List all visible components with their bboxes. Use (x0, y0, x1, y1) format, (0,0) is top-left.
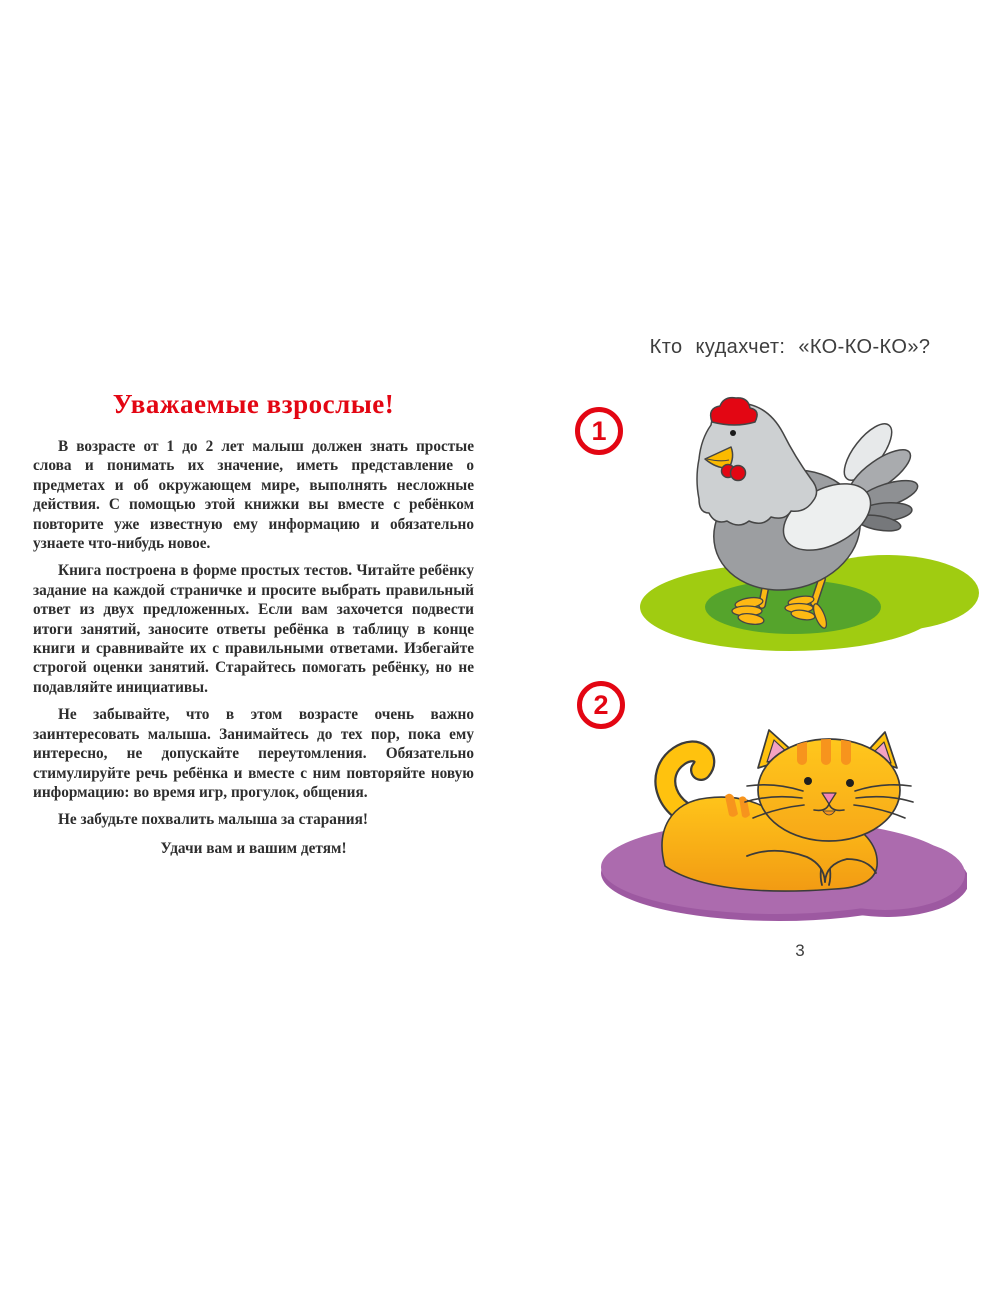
intro-paragraph: В возрасте от 1 до 2 лет малыш должен знать простые слова и понимать их значение, иметь представление о предметах и об окружающем мире, выполнять несложные действия. С помощью этой книжки вы вместе с ребёнком повторите уже известную ему информацию и обязательно узнаете что-нибудь новое. (33, 438, 474, 553)
option-2-number: 2 (593, 689, 609, 720)
cat-eye-left (804, 777, 812, 785)
left-page (33, 388, 474, 858)
hen-comb (711, 398, 758, 425)
hen-eye (730, 430, 736, 436)
question-text: Кто кудахчет: «КО-КО-КО»? (649, 336, 931, 358)
page-title: Уважаемые взрослые! (112, 389, 395, 419)
advice-paragraph: Не забывайте, что в этом возрасте очень важно заинтересовать малыша. Занимайтесь до тех пор, пока ему интересно, не допускайте переутомления. Обязательно стимулируйте речь ребёнка и вместе с ним повторяйте новую информацию: во время игр, прогулок, общения. (33, 706, 474, 801)
cat-eye-right (846, 779, 854, 787)
praise-note: Не забудьте похвалить малыша за старания! (58, 811, 368, 829)
hen-illustration (615, 395, 980, 660)
closing-wish: Удачи вам и вашим детям! (160, 839, 347, 857)
option-1-number: 1 (591, 415, 607, 446)
tests-paragraph: Книга построена в форме простых тестов. Читайте ребёнку задание на каждой страничке и просите выбрать правильный ответ из двух предложенных. Если вам захочется подвести итоги занятий, заносите ответы ребёнка в таблицу в конце книги и сравнивайте их с правильными ответами. Избегайте строгой оценки занятий. Старайтесь помогать ребёнку, но не подавляйте инициативы. (33, 562, 474, 696)
page-number: 3 (795, 941, 805, 960)
cat (662, 728, 913, 891)
cat-head-stripes (797, 728, 851, 765)
cat-illustration (595, 718, 967, 930)
